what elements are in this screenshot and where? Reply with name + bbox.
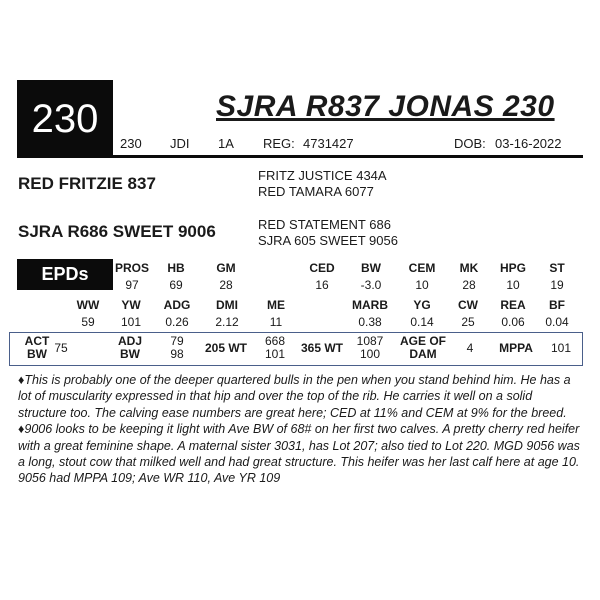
dob-label: DOB: [454, 136, 486, 151]
epd-header: CEM [408, 261, 436, 275]
age-of-dam-label-line1: AGE OF [399, 334, 446, 348]
mppa-value: 101 [550, 341, 572, 355]
epd-value: 59 [81, 315, 95, 329]
wt-365-value-1: 1087 [356, 334, 384, 348]
epd-value: -3.0 [360, 278, 382, 292]
dam-sire-name: RED STATEMENT 686 [258, 217, 391, 232]
age-of-dam-label-line2: DAM [409, 347, 437, 361]
epd-header: WW [76, 298, 100, 312]
wt-205-value-2: 101 [264, 347, 286, 361]
wt-205-label: 205 WT [204, 341, 247, 355]
adj-bw-values [160, 335, 194, 361]
reg-label: REG: [263, 136, 295, 151]
epd-value: 97 [125, 278, 139, 292]
epd-header: CED [309, 261, 335, 275]
epd-header: BF [549, 298, 565, 312]
reg-breeder: JDI [170, 136, 190, 151]
lot-number-box [17, 80, 113, 158]
sale-notes [18, 372, 580, 487]
animal-title: SJRA R837 JONAS 230 [216, 90, 555, 123]
sire-dam-name: RED TAMARA 6077 [258, 184, 374, 199]
wt-365-value-2: 100 [359, 347, 381, 361]
epd-header: DMI [216, 298, 238, 312]
act-bw-value: 75 [54, 341, 68, 355]
epd-value: 10 [506, 278, 520, 292]
dam-dam-name: SJRA 605 SWEET 9056 [258, 233, 398, 248]
reg-number: 4731427 [303, 136, 354, 151]
act-bw-label-line2: BW [27, 347, 47, 361]
adj-bw-label-line1: ADJ [117, 334, 142, 348]
epd-value: 19 [550, 278, 564, 292]
epd-header: BW [361, 261, 381, 275]
wt-365-values [352, 335, 388, 361]
epd-value: 69 [169, 278, 183, 292]
epd-value: 10 [415, 278, 429, 292]
epd-header: HPG [499, 261, 526, 275]
epd-value: 0.06 [501, 315, 525, 329]
epds-label: EPDs [41, 264, 89, 284]
epd-value: 16 [315, 278, 329, 292]
age-of-dam-value: 4 [466, 341, 474, 355]
epds-label-box [17, 259, 113, 290]
epd-header: ADG [163, 298, 191, 312]
epd-value: 2.12 [215, 315, 239, 329]
epd-header: HB [167, 261, 185, 275]
epd-header: REA [500, 298, 526, 312]
epd-header: MARB [352, 298, 388, 312]
epd-value: 28 [462, 278, 476, 292]
dob-value: 03-16-2022 [495, 136, 562, 151]
epd-value: 11 [269, 315, 283, 329]
note-paragraph-2: ♦9006 looks to be keeping it light with Ave BW of 68# on her first two calves. A pretty cherry red heifer with a great feminine shape. A maternal sister 3031, has Lot 207; also tied to Lot 220. MGD 9056 was a long, stout cow that milked well and had great structure. This heifer was her last calf here at age 10. 9056 had MPPA 109; Ave WR 110, Ave YR 109 [18, 422, 580, 486]
performance-box [9, 332, 583, 366]
sire-sire-name: FRITZ JUSTICE 434A [258, 168, 387, 183]
adj-bw-value-1: 79 [170, 334, 184, 348]
adj-bw-label [110, 335, 150, 361]
epd-header: ST [549, 261, 565, 275]
epd-header: PROS [114, 261, 149, 275]
epd-value: 0.14 [410, 315, 434, 329]
epd-value: 0.26 [165, 315, 189, 329]
dam-name: SJRA R686 SWEET 9006 [18, 222, 216, 241]
adj-bw-value-2: 98 [170, 347, 184, 361]
epd-header: MK [459, 261, 479, 275]
epd-value: 25 [461, 315, 475, 329]
wt-365-label: 365 WT [300, 341, 343, 355]
reg-lot: 230 [120, 136, 142, 151]
wt-205-value-1: 668 [264, 334, 286, 348]
epd-value: 101 [120, 315, 142, 329]
epd-value: 0.04 [545, 315, 569, 329]
lot-number: 230 [31, 96, 99, 141]
age-of-dam-label [390, 335, 456, 361]
reg-tattoo: 1A [218, 136, 234, 151]
epd-value: 0.38 [358, 315, 382, 329]
sire-name: RED FRITZIE 837 [18, 174, 156, 193]
header-divider [113, 155, 583, 158]
act-bw-label-line1: ACT [24, 334, 50, 348]
epd-header: CW [458, 298, 478, 312]
wt-205-values [258, 335, 292, 361]
epd-header: GM [216, 261, 236, 275]
epd-value: 28 [219, 278, 233, 292]
epd-header: YW [121, 298, 141, 312]
note-paragraph-1: ♦This is probably one of the deeper quartered bulls in the pen when you stand behind him. He has a lot of muscularity expressed in that hip and over the top of the rib. He carries it well on a solid structure too. The calving ease numbers are great here; CED at 11% and CEM at 9% for the breed. [18, 373, 571, 420]
epd-header: ME [267, 298, 285, 312]
mppa-label: MPPA [499, 341, 533, 355]
adj-bw-label-line2: BW [120, 347, 140, 361]
epd-header: YG [413, 298, 431, 312]
